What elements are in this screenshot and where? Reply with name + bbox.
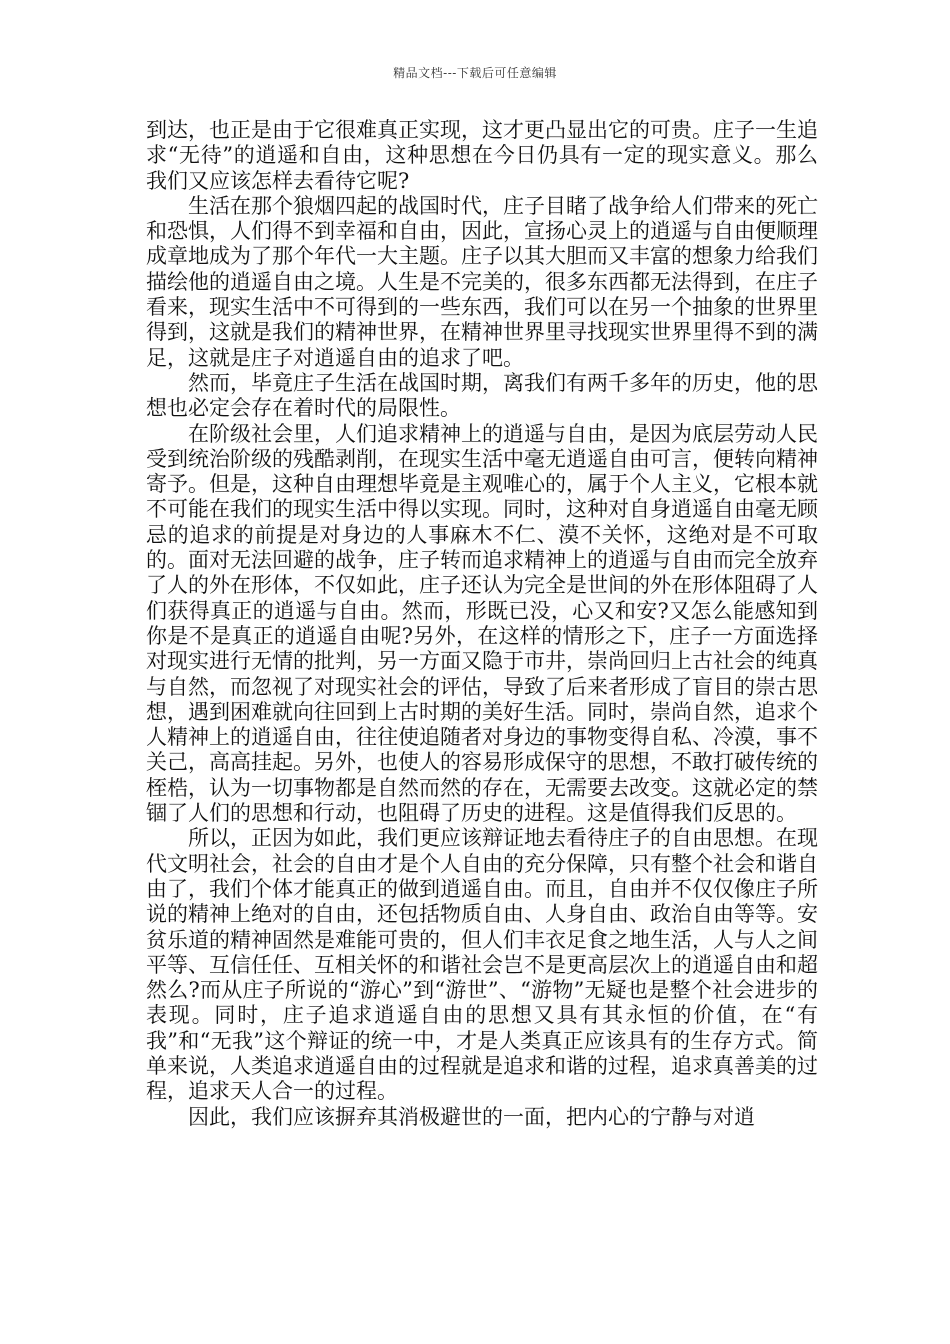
document-body: [146, 118, 818, 1130]
paragraph-2: 生活在那个狼烟四起的战国时代，庄子目睹了战争给人们带来的死亡和恐惧，人们得不到幸福和自由，因此，宣扬心灵上的逍遥与自由便顺理成章地成为了那个年代一大主题。庄子以其大胆而又丰富的想象力给我们描绘他的逍遥自由之境。人生是不完美的，很多东西都无法得到，在庄子看来，现实生活中不可得到的一些东西，我们可以在另一个抽象的世界里得到，这就是我们的精神世界，在精神世界里寻找现实世界里得不到的满足，这就是庄子对逍遥自由的追求了吧。: [146, 193, 818, 370]
paragraph-3: 然而，毕竟庄子生活在战国时期，离我们有两千多年的历史，他的思想也必定会存在着时代的局限性。: [146, 370, 818, 421]
paragraph-1: 到达，也正是由于它很难真正实现，这才更凸显出它的可贵。庄子一生追求“无待”的逍遥和自由，这种思想在今日仍具有一定的现实意义。那么我们又应该怎样去看待它呢?: [146, 118, 818, 193]
paragraph-5: 所以，正因为如此，我们更应该辩证地去看待庄子的自由思想。在现代文明社会，社会的自由才是个人自由的充分保障，只有整个社会和谐自由了，我们个体才能真正的做到逍遥自由。而且，自由并不仅仅像庄子所说的精神上绝对的自由，还包括物质自由、人身自由、政治自由等等。安贫乐道的精神固然是难能可贵的，但人们丰衣足食之地生活，人与人之间平等、互信任任、互相关怀的和谐社会岂不是更高层次上的逍遥自由和超然么?而从庄子所说的“游心”到“游世”、“游物”无疑也是整个社会进步的表现。同时，庄子追求逍遥自由的思想又具有其永恒的价值，在“有我”和“无我”这个辩证的统一中，才是人类真正应该具有的生存方式。简单来说，人类追求逍遥自由的过程就是追求和谐的过程，追求真善美的过程，追求天人合一的过程。: [146, 826, 818, 1104]
page-header: 精品文档---下载后可任意编辑: [393, 66, 557, 80]
paragraph-6: 因此，我们应该摒弃其消极避世的一面，把内心的宁静与对逍: [188, 1104, 755, 1129]
paragraph-4: 在阶级社会里，人们追求精神上的逍遥与自由，是因为底层劳动人民受到统治阶级的残酷剥削，在现实生活中毫无逍遥自由可言，便转向精神寄予。但是，这种自由理想毕竟是主观唯心的，属于个人主义，它根本就不可能在我们的现实生活中得以实现。同时，这种对自身逍遥自由毫无顾忌的追求的前提是对身边的人事麻木不仁、漠不关怀，这绝对是不可取的。面对无法回避的战争，庄子转而追求精神上的逍遥与自由而完全放弃了人的外在形体，不仅如此，庄子还认为完全是世间的外在形体阻碍了人们获得真正的逍遥与自由。然而，形既已没，心又和安?又怎么能感知到你是不是真正的逍遥自由呢?另外，在这样的情形之下，庄子一方面选择对现实进行无情的批判，另一方面又隐于市井，崇尚回归上古社会的纯真与自然，而忽视了对现实社会的评估，导致了后来者形成了盲目的崇古思想，遇到困难就向往回到上古时期的美好生活。同时，崇尚自然，追求个人精神上的逍遥自由，往往使追随者对身边的事物变得自私、冷漠，事不关己，高高挂起。另外，也使人的容易形成保守的思想，不敢打破传统的桎梏，认为一切事物都是自然而然的存在，无需要去改变。这就必定的禁锢了人们的思想和行动，也阻碍了历史的进程。这是值得我们反思的。: [146, 421, 818, 826]
